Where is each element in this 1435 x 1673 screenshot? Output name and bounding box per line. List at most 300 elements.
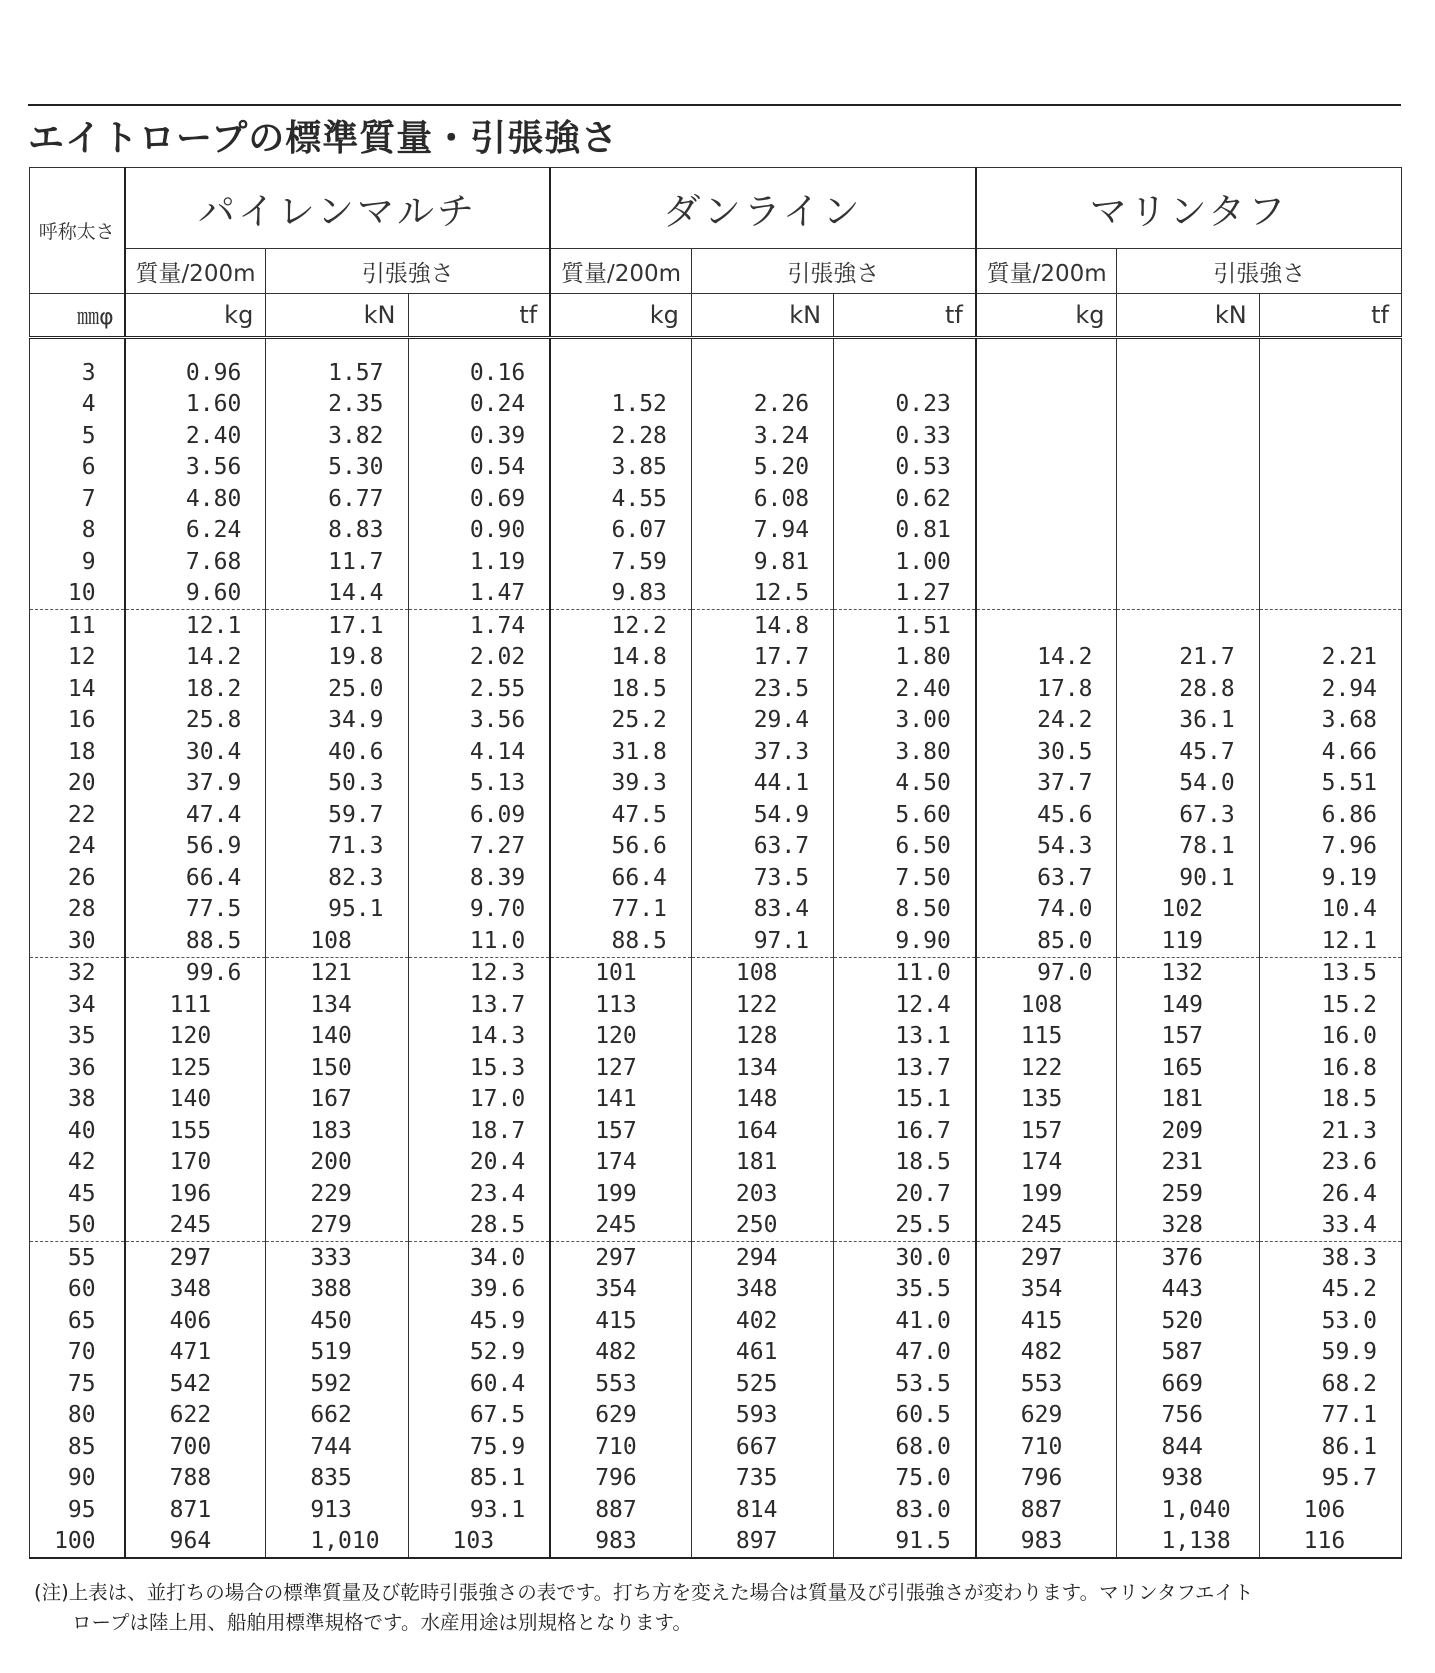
danline-strength-kn-cell: 6.08 xyxy=(691,483,833,515)
pairen-multi-strength-kn-cell: 744 xyxy=(266,1431,408,1463)
pairen-multi-strength-tf-cell: 12.3 xyxy=(408,957,550,989)
marine-tough-strength-tf-cell: 9.19 xyxy=(1259,862,1401,894)
size-cell: 26 xyxy=(30,862,125,894)
danline-strength-tf-cell: 1.27 xyxy=(834,578,976,610)
size-cell: 32 xyxy=(30,957,125,989)
marine-tough-mass-kg-cell: 63.7 xyxy=(976,862,1117,894)
marine-tough-mass-kg-cell: 199 xyxy=(976,1178,1117,1210)
marine-tough-strength-tf-cell xyxy=(1259,515,1401,547)
pairen-multi-strength-tf-cell: 0.69 xyxy=(408,483,550,515)
size-cell: 45 xyxy=(30,1178,125,1210)
pairen-multi-strength-tf-cell: 52.9 xyxy=(408,1337,550,1369)
size-cell: 80 xyxy=(30,1400,125,1432)
marine-tough-mass-kg-cell: 122 xyxy=(976,1052,1117,1084)
danline-strength-kn-cell: 14.8 xyxy=(691,610,833,642)
danline-strength-kn-cell: 7.94 xyxy=(691,515,833,547)
marine-tough-mass-kg-cell: 74.0 xyxy=(976,894,1117,926)
spec-table xyxy=(29,167,1402,1559)
pairen-multi-strength-kn-cell: 183 xyxy=(266,1115,408,1147)
marine-tough-strength-kn-cell: 587 xyxy=(1117,1337,1259,1369)
brand-header-marine-tough: マリンタフ xyxy=(976,168,1402,249)
marine-tough-mass-kg-cell: 54.3 xyxy=(976,831,1117,863)
marine-tough-strength-kn-cell: 209 xyxy=(1117,1115,1259,1147)
pairen-multi-strength-tf-cell: 103 xyxy=(408,1526,550,1559)
marine-tough-strength-tf-cell: 77.1 xyxy=(1259,1400,1401,1432)
unit-tf: tf xyxy=(1259,294,1401,338)
danline-mass-kg-cell: 553 xyxy=(550,1368,691,1400)
marine-tough-mass-kg-cell: 983 xyxy=(976,1526,1117,1559)
danline-strength-tf-cell: 0.33 xyxy=(834,420,976,452)
pairen-multi-strength-kn-cell: 229 xyxy=(266,1178,408,1210)
pairen-multi-strength-tf-cell: 1.47 xyxy=(408,578,550,610)
danline-mass-kg-cell: 482 xyxy=(550,1337,691,1369)
danline-mass-kg-cell: 710 xyxy=(550,1431,691,1463)
pairen-multi-strength-tf-cell: 34.0 xyxy=(408,1242,550,1274)
danline-strength-tf-cell: 13.7 xyxy=(834,1052,976,1084)
pairen-multi-strength-tf-cell: 0.24 xyxy=(408,389,550,421)
marine-tough-strength-tf-cell xyxy=(1259,420,1401,452)
danline-strength-kn-cell: 5.20 xyxy=(691,452,833,484)
danline-strength-kn-cell: 164 xyxy=(691,1115,833,1147)
danline-strength-kn-cell: 593 xyxy=(691,1400,833,1432)
table-row xyxy=(30,1242,1402,1274)
danline-mass-kg-cell: 887 xyxy=(550,1494,691,1526)
danline-strength-tf-cell: 0.81 xyxy=(834,515,976,547)
mass-header: 質量/200m xyxy=(550,249,691,294)
pairen-multi-mass-kg-cell: 6.24 xyxy=(125,515,266,547)
size-cell: 30 xyxy=(30,925,125,957)
pairen-multi-mass-kg-cell: 622 xyxy=(125,1400,266,1432)
table-row xyxy=(30,515,1402,547)
marine-tough-strength-kn-cell xyxy=(1117,546,1259,578)
pairen-multi-strength-kn-cell: 3.82 xyxy=(266,420,408,452)
size-cell: 38 xyxy=(30,1084,125,1116)
danline-strength-tf-cell: 83.0 xyxy=(834,1494,976,1526)
table-row xyxy=(30,1526,1402,1559)
danline-mass-kg-cell: 9.83 xyxy=(550,578,691,610)
size-cell: 65 xyxy=(30,1305,125,1337)
danline-mass-kg-cell: 157 xyxy=(550,1115,691,1147)
table-row xyxy=(30,546,1402,578)
danline-mass-kg-cell: 56.6 xyxy=(550,831,691,863)
marine-tough-mass-kg-cell: 245 xyxy=(976,1210,1117,1242)
table-row xyxy=(30,610,1402,642)
table-row xyxy=(30,957,1402,989)
marine-tough-strength-kn-cell xyxy=(1117,389,1259,421)
marine-tough-mass-kg-cell xyxy=(976,389,1117,421)
marine-tough-mass-kg-cell: 97.0 xyxy=(976,957,1117,989)
pairen-multi-strength-kn-cell: 150 xyxy=(266,1052,408,1084)
unit-kg: kg xyxy=(976,294,1117,338)
unit-kg: kg xyxy=(550,294,691,338)
pairen-multi-mass-kg-cell: 120 xyxy=(125,1021,266,1053)
danline-strength-tf-cell: 13.1 xyxy=(834,1021,976,1053)
danline-strength-kn-cell: 83.4 xyxy=(691,894,833,926)
table-row xyxy=(30,736,1402,768)
strength-header: 引張強さ xyxy=(691,249,975,294)
pairen-multi-mass-kg-cell: 871 xyxy=(125,1494,266,1526)
pairen-multi-strength-kn-cell: 450 xyxy=(266,1305,408,1337)
marine-tough-mass-kg-cell: 30.5 xyxy=(976,736,1117,768)
pairen-multi-strength-kn-cell: 1,010 xyxy=(266,1526,408,1559)
danline-strength-kn-cell: 3.24 xyxy=(691,420,833,452)
danline-strength-tf-cell: 1.51 xyxy=(834,610,976,642)
marine-tough-mass-kg-cell xyxy=(976,338,1117,389)
danline-strength-kn-cell: 294 xyxy=(691,1242,833,1274)
marine-tough-strength-kn-cell: 90.1 xyxy=(1117,862,1259,894)
marine-tough-strength-kn-cell: 376 xyxy=(1117,1242,1259,1274)
danline-strength-kn-cell: 108 xyxy=(691,957,833,989)
size-cell: 14 xyxy=(30,673,125,705)
size-cell: 42 xyxy=(30,1147,125,1179)
pairen-multi-mass-kg-cell: 12.1 xyxy=(125,610,266,642)
pairen-multi-mass-kg-cell: 25.8 xyxy=(125,705,266,737)
size-cell: 20 xyxy=(30,768,125,800)
pairen-multi-mass-kg-cell: 348 xyxy=(125,1274,266,1306)
danline-strength-tf-cell: 4.50 xyxy=(834,768,976,800)
danline-strength-tf-cell: 2.40 xyxy=(834,673,976,705)
table-row xyxy=(30,1147,1402,1179)
danline-strength-tf-cell: 60.5 xyxy=(834,1400,976,1432)
marine-tough-mass-kg-cell xyxy=(976,578,1117,610)
table-row xyxy=(30,1494,1402,1526)
pairen-multi-mass-kg-cell: 0.96 xyxy=(125,338,266,389)
danline-strength-tf-cell: 91.5 xyxy=(834,1526,976,1559)
marine-tough-mass-kg-cell xyxy=(976,452,1117,484)
danline-strength-kn-cell: 402 xyxy=(691,1305,833,1337)
marine-tough-mass-kg-cell xyxy=(976,515,1117,547)
pairen-multi-strength-kn-cell: 19.8 xyxy=(266,642,408,674)
danline-mass-kg-cell: 25.2 xyxy=(550,705,691,737)
danline-strength-kn-cell: 73.5 xyxy=(691,862,833,894)
strength-header: 引張強さ xyxy=(266,249,550,294)
danline-mass-kg-cell: 174 xyxy=(550,1147,691,1179)
danline-mass-kg-cell: 629 xyxy=(550,1400,691,1432)
danline-strength-kn-cell: 134 xyxy=(691,1052,833,1084)
pairen-multi-mass-kg-cell: 18.2 xyxy=(125,673,266,705)
pairen-multi-strength-kn-cell: 8.83 xyxy=(266,515,408,547)
pairen-multi-mass-kg-cell: 245 xyxy=(125,1210,266,1242)
marine-tough-strength-kn-cell: 67.3 xyxy=(1117,799,1259,831)
marine-tough-strength-tf-cell: 45.2 xyxy=(1259,1274,1401,1306)
marine-tough-strength-kn-cell xyxy=(1117,338,1259,389)
danline-mass-kg-cell: 120 xyxy=(550,1021,691,1053)
danline-strength-kn-cell: 667 xyxy=(691,1431,833,1463)
size-cell: 75 xyxy=(30,1368,125,1400)
marine-tough-strength-tf-cell xyxy=(1259,452,1401,484)
danline-strength-kn-cell: 348 xyxy=(691,1274,833,1306)
marine-tough-strength-kn-cell: 119 xyxy=(1117,925,1259,957)
pairen-multi-strength-kn-cell: 5.30 xyxy=(266,452,408,484)
marine-tough-strength-kn-cell: 132 xyxy=(1117,957,1259,989)
danline-strength-tf-cell: 11.0 xyxy=(834,957,976,989)
marine-tough-strength-kn-cell: 231 xyxy=(1117,1147,1259,1179)
marine-tough-mass-kg-cell xyxy=(976,483,1117,515)
pairen-multi-strength-kn-cell: 25.0 xyxy=(266,673,408,705)
danline-mass-kg-cell: 127 xyxy=(550,1052,691,1084)
marine-tough-strength-kn-cell xyxy=(1117,420,1259,452)
marine-tough-strength-kn-cell: 1,138 xyxy=(1117,1526,1259,1559)
table-row xyxy=(30,1210,1402,1242)
pairen-multi-strength-kn-cell: 14.4 xyxy=(266,578,408,610)
danline-strength-kn-cell: 97.1 xyxy=(691,925,833,957)
danline-strength-kn-cell: 9.81 xyxy=(691,546,833,578)
marine-tough-strength-tf-cell: 6.86 xyxy=(1259,799,1401,831)
marine-tough-strength-tf-cell: 59.9 xyxy=(1259,1337,1401,1369)
unit-tf: tf xyxy=(834,294,976,338)
unit-tf: tf xyxy=(408,294,550,338)
pairen-multi-mass-kg-cell: 196 xyxy=(125,1178,266,1210)
danline-mass-kg-cell: 12.2 xyxy=(550,610,691,642)
marine-tough-strength-kn-cell: 328 xyxy=(1117,1210,1259,1242)
marine-tough-mass-kg-cell: 14.2 xyxy=(976,642,1117,674)
footnote-line-1: (注)上表は、並打ちの場合の標準質量及び乾時引張強さの表です。打ち方を変えた場合は質量及び引張強さが変わります。マリンタフエイト xyxy=(34,1581,1254,1604)
danline-strength-kn-cell: 23.5 xyxy=(691,673,833,705)
danline-strength-kn-cell: 181 xyxy=(691,1147,833,1179)
marine-tough-strength-tf-cell: 33.4 xyxy=(1259,1210,1401,1242)
pairen-multi-mass-kg-cell: 788 xyxy=(125,1463,266,1495)
danline-strength-kn-cell: 54.9 xyxy=(691,799,833,831)
pairen-multi-mass-kg-cell: 2.40 xyxy=(125,420,266,452)
danline-strength-tf-cell: 75.0 xyxy=(834,1463,976,1495)
table-row xyxy=(30,578,1402,610)
marine-tough-strength-tf-cell: 5.51 xyxy=(1259,768,1401,800)
danline-strength-tf-cell: 68.0 xyxy=(834,1431,976,1463)
pairen-multi-strength-kn-cell: 2.35 xyxy=(266,389,408,421)
table-row xyxy=(30,1305,1402,1337)
danline-mass-kg-cell xyxy=(550,338,691,389)
table-row xyxy=(30,483,1402,515)
danline-strength-kn-cell: 44.1 xyxy=(691,768,833,800)
danline-mass-kg-cell: 6.07 xyxy=(550,515,691,547)
pairen-multi-mass-kg-cell: 4.80 xyxy=(125,483,266,515)
marine-tough-strength-kn-cell: 165 xyxy=(1117,1052,1259,1084)
marine-tough-strength-tf-cell: 106 xyxy=(1259,1494,1401,1526)
marine-tough-mass-kg-cell: 174 xyxy=(976,1147,1117,1179)
danline-strength-kn-cell: 814 xyxy=(691,1494,833,1526)
marine-tough-strength-tf-cell: 21.3 xyxy=(1259,1115,1401,1147)
danline-strength-kn-cell: 461 xyxy=(691,1337,833,1369)
unit-kn: kN xyxy=(691,294,833,338)
danline-strength-kn-cell: 29.4 xyxy=(691,705,833,737)
marine-tough-strength-tf-cell: 3.68 xyxy=(1259,705,1401,737)
marine-tough-mass-kg-cell: 115 xyxy=(976,1021,1117,1053)
danline-strength-kn-cell: 128 xyxy=(691,1021,833,1053)
pairen-multi-strength-tf-cell: 7.27 xyxy=(408,831,550,863)
danline-mass-kg-cell: 77.1 xyxy=(550,894,691,926)
pairen-multi-strength-kn-cell: 6.77 xyxy=(266,483,408,515)
pairen-multi-strength-kn-cell: 95.1 xyxy=(266,894,408,926)
table-row xyxy=(30,1274,1402,1306)
danline-mass-kg-cell: 354 xyxy=(550,1274,691,1306)
table-row xyxy=(30,705,1402,737)
pairen-multi-strength-kn-cell: 71.3 xyxy=(266,831,408,863)
pairen-multi-strength-tf-cell: 0.90 xyxy=(408,515,550,547)
marine-tough-strength-tf-cell xyxy=(1259,483,1401,515)
pairen-multi-strength-kn-cell: 11.7 xyxy=(266,546,408,578)
danline-strength-tf-cell: 5.60 xyxy=(834,799,976,831)
pairen-multi-mass-kg-cell: 406 xyxy=(125,1305,266,1337)
pairen-multi-strength-kn-cell: 1.57 xyxy=(266,338,408,389)
marine-tough-mass-kg-cell: 37.7 xyxy=(976,768,1117,800)
size-cell: 95 xyxy=(30,1494,125,1526)
marine-tough-strength-tf-cell xyxy=(1259,338,1401,389)
pairen-multi-strength-kn-cell: 388 xyxy=(266,1274,408,1306)
table-row xyxy=(30,831,1402,863)
danline-strength-kn-cell: 37.3 xyxy=(691,736,833,768)
marine-tough-strength-tf-cell: 10.4 xyxy=(1259,894,1401,926)
unit-kn: kN xyxy=(1117,294,1259,338)
danline-strength-kn-cell: 203 xyxy=(691,1178,833,1210)
marine-tough-strength-tf-cell xyxy=(1259,610,1401,642)
size-unit: ㎜φ xyxy=(30,294,125,338)
marine-tough-mass-kg-cell: 887 xyxy=(976,1494,1117,1526)
danline-strength-tf-cell: 1.00 xyxy=(834,546,976,578)
danline-strength-kn-cell: 17.7 xyxy=(691,642,833,674)
strength-header: 引張強さ xyxy=(1117,249,1402,294)
danline-mass-kg-cell: 983 xyxy=(550,1526,691,1559)
pairen-multi-mass-kg-cell: 56.9 xyxy=(125,831,266,863)
page-title: エイトロープの標準質量・引張強さ xyxy=(28,118,619,159)
danline-strength-tf-cell: 0.53 xyxy=(834,452,976,484)
table-row xyxy=(30,894,1402,926)
marine-tough-strength-kn-cell: 21.7 xyxy=(1117,642,1259,674)
pairen-multi-strength-tf-cell: 4.14 xyxy=(408,736,550,768)
danline-strength-kn-cell xyxy=(691,338,833,389)
marine-tough-strength-kn-cell: 1,040 xyxy=(1117,1494,1259,1526)
danline-mass-kg-cell: 113 xyxy=(550,989,691,1021)
marine-tough-strength-tf-cell: 15.2 xyxy=(1259,989,1401,1021)
danline-mass-kg-cell: 297 xyxy=(550,1242,691,1274)
size-cell: 70 xyxy=(30,1337,125,1369)
size-header: 呼称太さ xyxy=(30,168,125,294)
danline-mass-kg-cell: 88.5 xyxy=(550,925,691,957)
danline-mass-kg-cell: 199 xyxy=(550,1178,691,1210)
pairen-multi-strength-tf-cell: 28.5 xyxy=(408,1210,550,1242)
danline-strength-tf-cell: 1.80 xyxy=(834,642,976,674)
pairen-multi-strength-tf-cell: 11.0 xyxy=(408,925,550,957)
danline-strength-kn-cell: 12.5 xyxy=(691,578,833,610)
size-cell: 4 xyxy=(30,389,125,421)
danline-mass-kg-cell: 4.55 xyxy=(550,483,691,515)
danline-mass-kg-cell: 245 xyxy=(550,1210,691,1242)
pairen-multi-strength-kn-cell: 167 xyxy=(266,1084,408,1116)
table-row xyxy=(30,1084,1402,1116)
pairen-multi-mass-kg-cell: 297 xyxy=(125,1242,266,1274)
danline-strength-tf-cell: 7.50 xyxy=(834,862,976,894)
size-cell: 24 xyxy=(30,831,125,863)
marine-tough-strength-kn-cell: 149 xyxy=(1117,989,1259,1021)
marine-tough-strength-kn-cell xyxy=(1117,515,1259,547)
brand-header-danline: ダンライン xyxy=(550,168,976,249)
size-cell: 50 xyxy=(30,1210,125,1242)
pairen-multi-mass-kg-cell: 170 xyxy=(125,1147,266,1179)
pairen-multi-strength-kn-cell: 17.1 xyxy=(266,610,408,642)
danline-mass-kg-cell: 18.5 xyxy=(550,673,691,705)
pairen-multi-strength-tf-cell: 2.02 xyxy=(408,642,550,674)
table-row xyxy=(30,1368,1402,1400)
danline-strength-tf-cell: 6.50 xyxy=(834,831,976,863)
danline-strength-tf-cell: 47.0 xyxy=(834,1337,976,1369)
marine-tough-strength-tf-cell xyxy=(1259,389,1401,421)
table-row xyxy=(30,642,1402,674)
pairen-multi-strength-tf-cell: 5.13 xyxy=(408,768,550,800)
pairen-multi-strength-kn-cell: 34.9 xyxy=(266,705,408,737)
marine-tough-strength-tf-cell: 53.0 xyxy=(1259,1305,1401,1337)
marine-tough-strength-tf-cell: 12.1 xyxy=(1259,925,1401,957)
marine-tough-mass-kg-cell: 24.2 xyxy=(976,705,1117,737)
marine-tough-strength-tf-cell: 86.1 xyxy=(1259,1431,1401,1463)
danline-mass-kg-cell: 2.28 xyxy=(550,420,691,452)
pairen-multi-strength-kn-cell: 82.3 xyxy=(266,862,408,894)
marine-tough-strength-kn-cell: 669 xyxy=(1117,1368,1259,1400)
marine-tough-strength-kn-cell: 443 xyxy=(1117,1274,1259,1306)
table-row xyxy=(30,799,1402,831)
danline-strength-kn-cell: 250 xyxy=(691,1210,833,1242)
marine-tough-mass-kg-cell: 796 xyxy=(976,1463,1117,1495)
table-row xyxy=(30,1400,1402,1432)
danline-strength-kn-cell: 897 xyxy=(691,1526,833,1559)
pairen-multi-strength-tf-cell: 18.7 xyxy=(408,1115,550,1147)
pairen-multi-strength-tf-cell: 15.3 xyxy=(408,1052,550,1084)
pairen-multi-mass-kg-cell: 111 xyxy=(125,989,266,1021)
danline-strength-kn-cell: 122 xyxy=(691,989,833,1021)
size-cell: 7 xyxy=(30,483,125,515)
mass-header: 質量/200m xyxy=(125,249,266,294)
danline-strength-tf-cell: 0.23 xyxy=(834,389,976,421)
pairen-multi-strength-kn-cell: 134 xyxy=(266,989,408,1021)
pairen-multi-mass-kg-cell: 37.9 xyxy=(125,768,266,800)
pairen-multi-mass-kg-cell: 77.5 xyxy=(125,894,266,926)
pairen-multi-strength-tf-cell: 0.16 xyxy=(408,338,550,389)
pairen-multi-strength-tf-cell: 2.55 xyxy=(408,673,550,705)
marine-tough-strength-kn-cell xyxy=(1117,610,1259,642)
pairen-multi-mass-kg-cell: 700 xyxy=(125,1431,266,1463)
marine-tough-mass-kg-cell xyxy=(976,610,1117,642)
table-row xyxy=(30,989,1402,1021)
pairen-multi-strength-tf-cell: 1.74 xyxy=(408,610,550,642)
danline-strength-kn-cell: 148 xyxy=(691,1084,833,1116)
pairen-multi-strength-kn-cell: 592 xyxy=(266,1368,408,1400)
danline-mass-kg-cell: 14.8 xyxy=(550,642,691,674)
marine-tough-strength-tf-cell: 68.2 xyxy=(1259,1368,1401,1400)
table-row xyxy=(30,338,1402,389)
danline-strength-tf-cell: 0.62 xyxy=(834,483,976,515)
pairen-multi-mass-kg-cell: 66.4 xyxy=(125,862,266,894)
pairen-multi-mass-kg-cell: 7.68 xyxy=(125,546,266,578)
danline-strength-tf-cell: 12.4 xyxy=(834,989,976,1021)
pairen-multi-strength-tf-cell: 23.4 xyxy=(408,1178,550,1210)
marine-tough-strength-kn-cell: 181 xyxy=(1117,1084,1259,1116)
marine-tough-strength-kn-cell xyxy=(1117,452,1259,484)
marine-tough-mass-kg-cell: 482 xyxy=(976,1337,1117,1369)
table-row xyxy=(30,1115,1402,1147)
pairen-multi-mass-kg-cell: 88.5 xyxy=(125,925,266,957)
table-row xyxy=(30,1052,1402,1084)
danline-strength-tf-cell: 15.1 xyxy=(834,1084,976,1116)
pairen-multi-strength-tf-cell: 20.4 xyxy=(408,1147,550,1179)
pairen-multi-strength-tf-cell: 3.56 xyxy=(408,705,550,737)
size-cell: 85 xyxy=(30,1431,125,1463)
marine-tough-strength-tf-cell: 95.7 xyxy=(1259,1463,1401,1495)
pairen-multi-strength-kn-cell: 279 xyxy=(266,1210,408,1242)
pairen-multi-strength-tf-cell: 14.3 xyxy=(408,1021,550,1053)
pairen-multi-strength-kn-cell: 121 xyxy=(266,957,408,989)
pairen-multi-strength-tf-cell: 45.9 xyxy=(408,1305,550,1337)
danline-strength-kn-cell: 63.7 xyxy=(691,831,833,863)
footnote xyxy=(34,1578,1404,1638)
marine-tough-strength-kn-cell: 28.8 xyxy=(1117,673,1259,705)
